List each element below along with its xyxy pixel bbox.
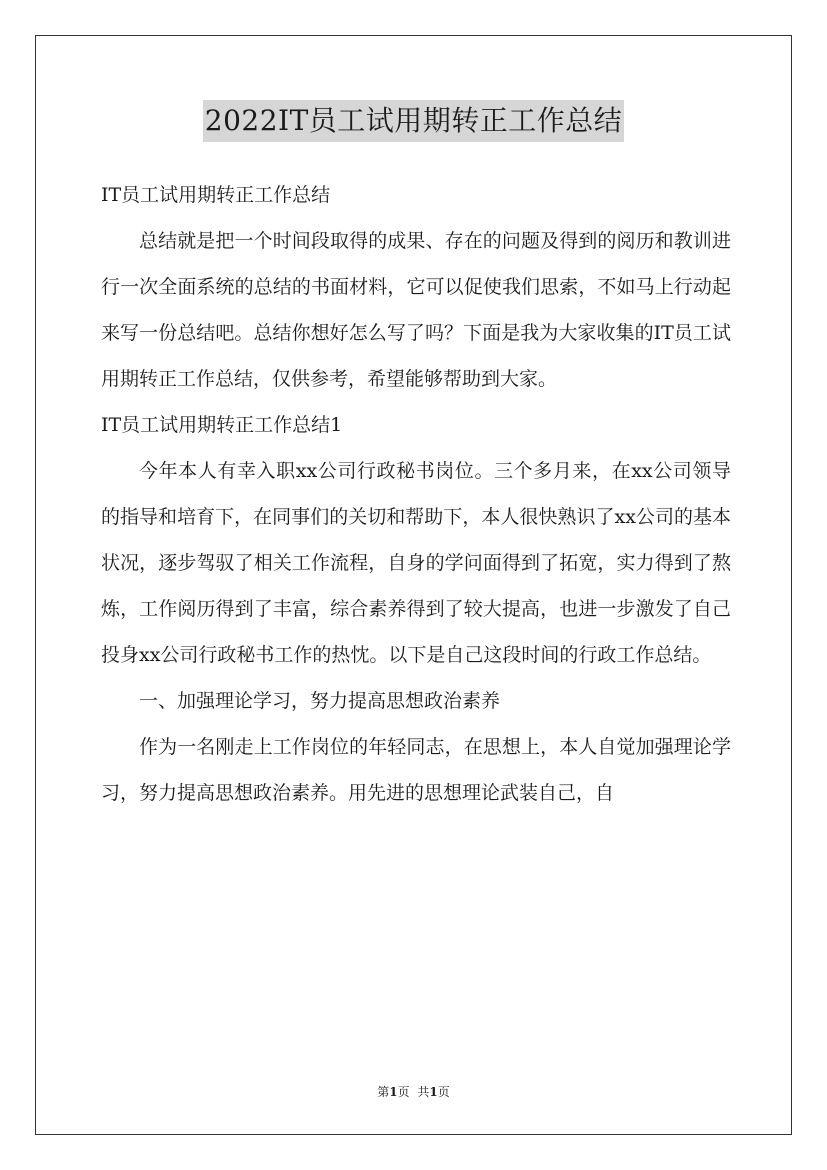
document-title: 2022IT员工试用期转正工作总结 xyxy=(203,100,625,142)
document-body xyxy=(101,172,731,816)
footer-page-suffix: 页 xyxy=(397,1085,410,1099)
document-title-block xyxy=(0,100,827,142)
body-paragraph: IT员工试用期转正工作总结1 xyxy=(101,414,343,436)
body-paragraph: IT员工试用期转正工作总结 xyxy=(101,184,331,206)
body-paragraph: 一、加强理论学习，努力提高思想政治素养 xyxy=(139,690,501,712)
footer-total-number: 1 xyxy=(429,1085,438,1099)
page-footer xyxy=(0,1082,827,1102)
body-paragraph: 今年本人有幸入职xx公司行政秘书岗位。三个多月来，在xx公司领导的指导和培育下，在同事们的关切和帮助下，本人很快熟识了xx公司的基本状况，逐步驾驭了相关工作流程，自身的学问面得到了拓宽，实力得到了熬炼，工作阅历得到了丰富，综合素养得到了较大提高，也进一步激发了自己投身xx公司行政秘书工作的热忱。以下是自己这段时间的行政工作总结。 xyxy=(101,460,731,666)
footer-page-number: 1 xyxy=(389,1085,398,1099)
footer-total-prefix: 共 xyxy=(417,1085,430,1099)
body-paragraph: 总结就是把一个时间段取得的成果、存在的问题及得到的阅历和教训进行一次全面系统的总结的书面材料，它可以促使我们思索，不如马上行动起来写一份总结吧。总结你想好怎么写了吗？下面是我为大家收集的IT员工试用期转正工作总结，仅供参考，希望能够帮助到大家。 xyxy=(101,230,731,390)
footer-page-prefix: 第 xyxy=(377,1085,390,1099)
footer-total-suffix: 页 xyxy=(437,1085,450,1099)
body-paragraph: 作为一名刚走上工作岗位的年轻同志，在思想上，本人自觉加强理论学习，努力提高思想政治素养。用先进的思想理论武装自己，自 xyxy=(101,736,731,804)
